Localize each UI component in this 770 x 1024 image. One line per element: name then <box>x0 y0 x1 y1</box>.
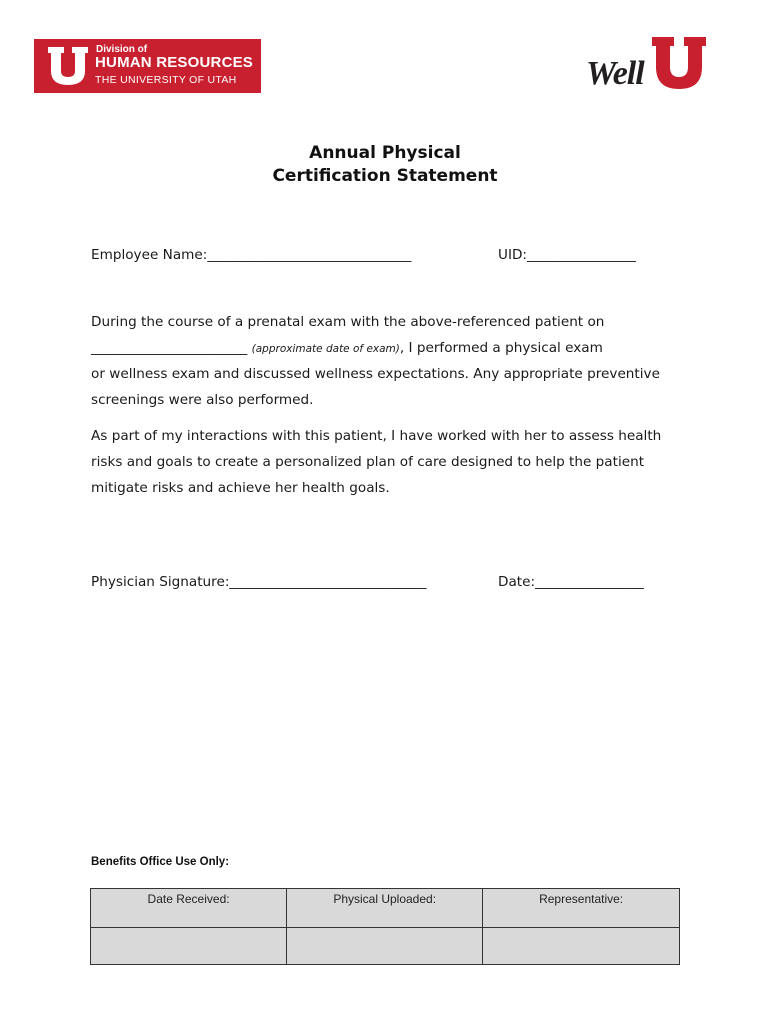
table-row <box>91 928 680 965</box>
benefits-office-label: Benefits Office Use Only: <box>91 856 230 868</box>
paragraph2-line1: As part of my interactions with this patient, I have worked with her to assess health <box>91 428 662 444</box>
exam-date-blank[interactable]: _______________________ <box>91 340 248 356</box>
table-header-row <box>91 889 680 928</box>
paragraph1-line4: screenings were also performed. <box>91 392 314 408</box>
wellu-logo <box>584 33 710 95</box>
page-title-line2: Certification Statement <box>272 166 498 186</box>
university-u-icon <box>44 45 92 87</box>
physician-signature-field[interactable]: Physician Signature:_____________________________ <box>91 574 427 590</box>
representative-header: Representative: <box>483 889 680 928</box>
signature-date-field[interactable]: Date:________________ <box>498 574 644 590</box>
uid-field[interactable]: UID:________________ <box>498 247 636 263</box>
representative-cell[interactable] <box>483 928 680 965</box>
hr-logo-line2: HUMAN RESOURCES <box>95 54 254 71</box>
date-received-cell[interactable] <box>91 928 287 965</box>
paragraph1-line2 <box>91 340 603 356</box>
paragraph1-line2-rest: , I performed a physical exam <box>399 340 603 356</box>
date-received-header: Date Received: <box>91 889 287 928</box>
wellu-u-icon <box>650 35 708 91</box>
hr-logo-line1: Division of <box>96 44 148 55</box>
physical-uploaded-cell[interactable] <box>287 928 483 965</box>
page-title-line1: Annual Physical <box>309 143 461 163</box>
hr-logo-line3: THE UNIVERSITY OF UTAH <box>95 74 237 86</box>
wellu-logo-text: Well <box>586 55 644 92</box>
hr-logo <box>34 39 261 93</box>
benefits-office-table <box>90 888 680 965</box>
employee-name-field[interactable]: Employee Name:______________________________ <box>91 247 412 263</box>
paragraph2-line2: risks and goals to create a personalized plan of care designed to help the patient <box>91 454 645 470</box>
paragraph2-line3: mitigate risks and achieve her health goals. <box>91 480 390 496</box>
paragraph1-line1: During the course of a prenatal exam with the above-referenced patient on <box>91 314 605 330</box>
paragraph1-line3: or wellness exam and discussed wellness expectations. Any appropriate preventive <box>91 366 660 382</box>
exam-date-hint: (approximate date of exam) <box>251 343 400 355</box>
physical-uploaded-header: Physical Uploaded: <box>287 889 483 928</box>
